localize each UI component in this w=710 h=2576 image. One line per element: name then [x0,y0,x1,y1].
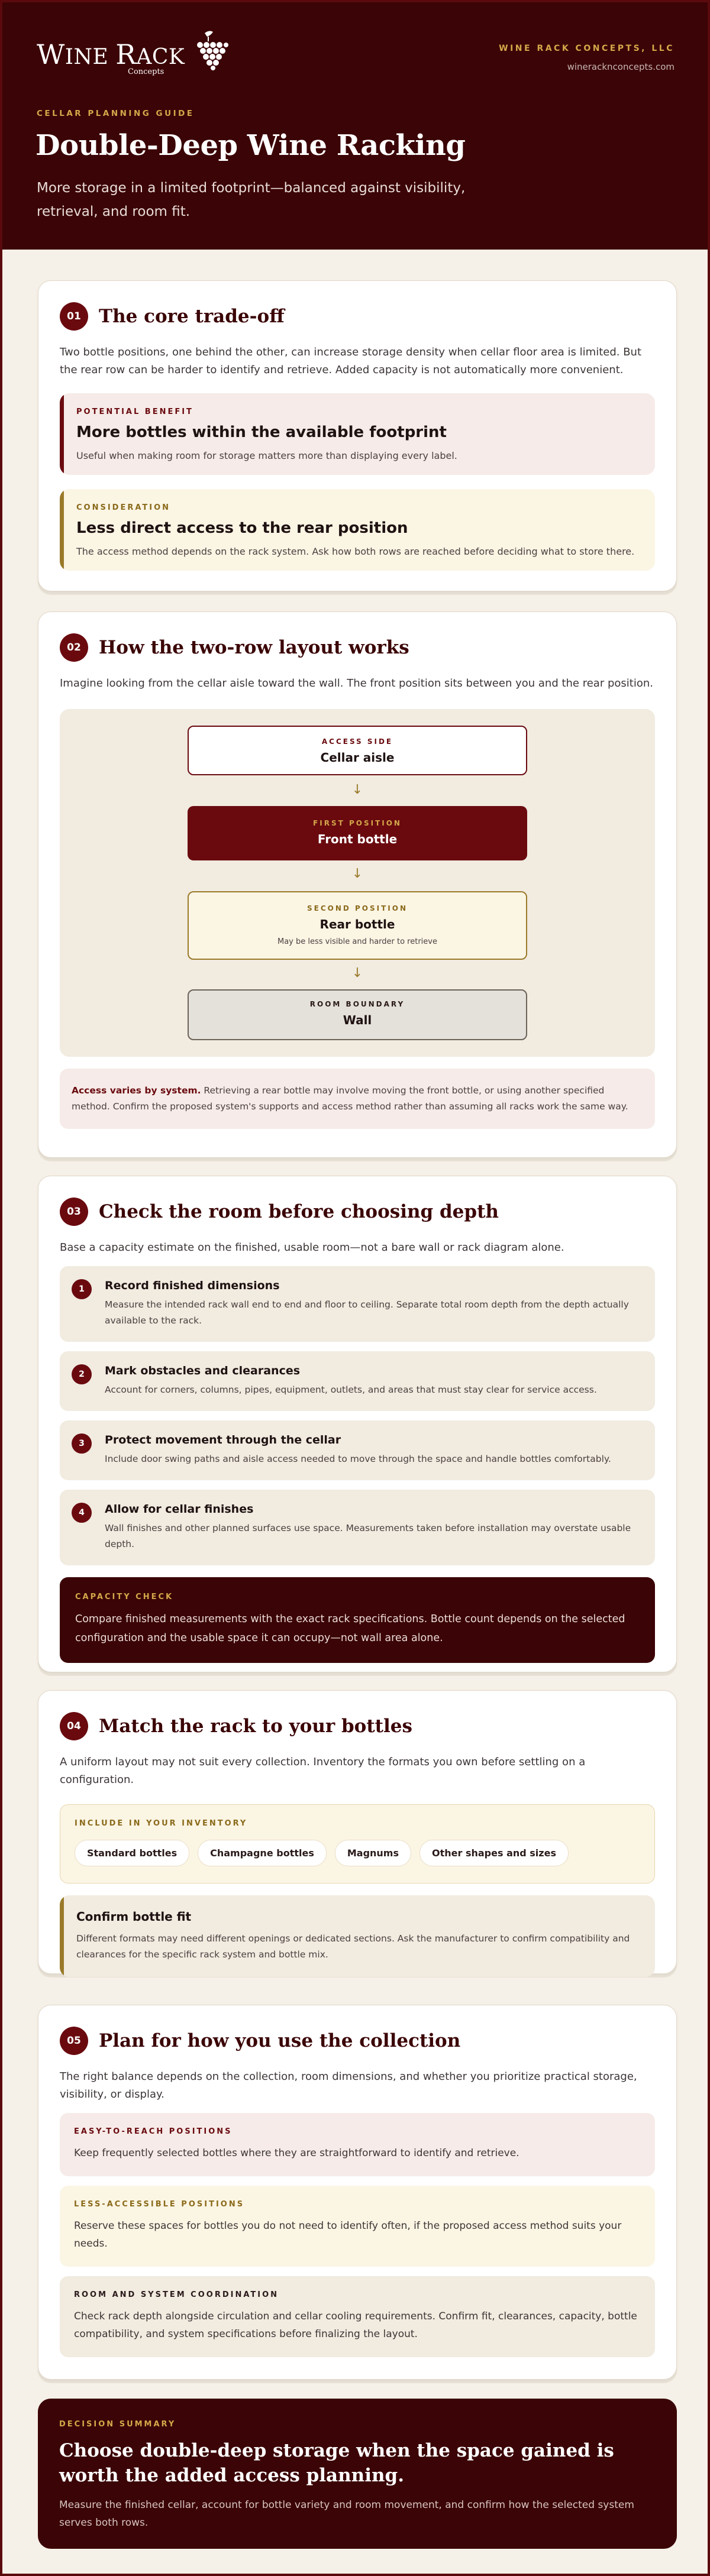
section-match-rack [38,1690,677,1974]
step-item [60,1266,655,1342]
bottle-format-chips [75,1840,640,1866]
chip-magnums: Magnums [335,1840,411,1866]
diagram-box-note: May be less visible and harder to retrieve [277,937,437,946]
callout-eyebrow: POTENTIAL BENEFIT [76,407,193,416]
section-heading [60,1198,655,1226]
access-note [60,1069,655,1129]
callout-body: Compare finished measurements with the exact rack specifications. Bottle count depends on the selected configuration and the usable space it can occupy—not wall area alone. [75,1613,625,1644]
row-eyebrow: EASY-TO-REACH POSITIONS [74,2127,233,2136]
access-note-lead: Access varies by system. [72,1085,201,1096]
step-title: Record finished dimensions [105,1279,280,1292]
usage-row-easy [60,2113,655,2176]
step-number-badge: 1 [72,1279,92,1299]
section-number-badge: 02 [60,633,88,662]
step-title: Allow for cellar finishes [105,1503,254,1516]
chip-other-shapes: Other shapes and sizes [419,1840,569,1866]
step-item [60,1420,655,1480]
callout-body: The access method depends on the rack system. Ask how both rows are reached before deciding what to store there. [76,546,635,557]
section-number-badge: 01 [60,302,88,331]
page-header [2,2,708,250]
down-arrow-icon: ↓ [351,782,363,797]
step-number-badge: 2 [72,1364,92,1384]
chip-standard-bottles: Standard bottles [75,1840,189,1866]
section-number-badge: 04 [60,1712,88,1740]
confirm-fit-callout [60,1895,655,1977]
diagram-box-value: Wall [343,1013,372,1027]
callout-eyebrow: CAPACITY CHECK [75,1593,174,1601]
brand-name: WINE RACK CONCEPTS, LLC [499,44,674,53]
step-body: Wall finishes and other planned surfaces use space. Measurements taken before installation may overstate usable depth. [105,1523,631,1549]
usage-row-coordination [60,2276,655,2357]
inventory-eyebrow: INCLUDE IN YOUR INVENTORY [75,1819,248,1828]
section-check-room [38,1176,677,1672]
section-plan-usage [38,2005,677,2380]
callout-body: Useful when making room for storage matters more than displaying every label. [76,450,457,461]
diagram-box-rear-bottle [188,891,527,960]
chip-champagne-bottles: Champagne bottles [198,1840,327,1866]
diagram-box-label: ACCESS SIDE [321,737,393,746]
diagram-box-wall [188,989,527,1040]
page-title: Double-Deep Wine Racking [36,129,466,162]
callout-title: Confirm bottle fit [76,1910,192,1924]
section-two-row-layout [38,611,677,1158]
page-lede: More storage in a limited footprint—balanced against visibility, retrieval, and room fit. [37,180,466,219]
row-eyebrow: LESS-ACCESSIBLE POSITIONS [74,2200,245,2209]
diagram-box-label: ROOM BOUNDARY [309,1000,405,1008]
callout-eyebrow: CONSIDERATION [76,503,171,512]
callout-body: Different formats may need different openings or dedicated sections. Ask the manufacturer to confirm compatibility and clearances for the specific rack system and bottle mix. [76,1933,630,1960]
step-body: Account for corners, columns, pipes, equipment, outlets, and areas that must stay clear for service access. [105,1384,597,1395]
section-heading [60,1712,655,1740]
diagram-box-value: Cellar aisle [320,750,395,765]
consideration-callout [60,489,655,571]
summary-eyebrow: DECISION SUMMARY [59,2420,176,2429]
logo-subtitle: Concepts [128,67,164,76]
section-heading [60,2027,655,2055]
section-title: How the two-row layout works [99,637,409,658]
row-eyebrow: ROOM AND SYSTEM COORDINATION [74,2290,279,2299]
inventory-panel [60,1804,655,1884]
diagram-box-label: FIRST POSITION [313,819,402,827]
section-title: Check the room before choosing depth [99,1201,499,1222]
brand-block [499,44,674,72]
step-number-badge: 3 [72,1433,92,1454]
diagram-box-front-bottle [188,806,527,860]
section-intro: Base a capacity estimate on the finished, usable room—not a bare wall or rack diagram alone. [60,1241,564,1254]
section-core-trade-off [38,280,677,591]
section-title: The core trade-off [99,306,285,327]
callout-title: Less direct access to the rear position [76,519,408,537]
section-title: Plan for how you use the collection [99,2030,461,2051]
callout-title: More bottles within the available footprint [76,423,447,441]
grape-cluster-icon [187,30,230,71]
section-number-badge: 03 [60,1198,88,1226]
row-body: Keep frequently selected bottles where they are straightforward to identify and retrieve. [74,2147,519,2159]
diagram-box-value: Front bottle [317,832,398,846]
section-intro: A uniform layout may not suit every collection. Inventory the formats you own before settling on a configuration. [60,1756,586,1786]
row-body: Check rack depth alongside circulation and cellar cooling requirements. Confirm fit, clearances, capacity, bottle compatibility, and system specifications before finalizing the layout. [74,2310,637,2340]
benefit-callout [60,393,655,475]
brand-url-link[interactable]: wineracknconcepts.com [567,62,674,72]
step-item [60,1490,655,1565]
down-arrow-icon: ↓ [351,866,363,881]
section-title: Match the rack to your bottles [99,1716,412,1737]
logo[interactable] [37,31,230,78]
diagram-box-access-side [188,726,527,775]
step-body: Measure the intended rack wall end to end and floor to ceiling. Separate total room depth from the depth actually available to the rack. [105,1299,629,1326]
usage-row-less-accessible [60,2186,655,2267]
step-number-badge: 4 [72,1503,92,1523]
section-intro: The right balance depends on the collection, room dimensions, and whether you prioritize practical storage, visibility, or display. [60,2070,637,2101]
header-eyebrow: CELLAR PLANNING GUIDE [37,109,195,118]
capacity-check-callout [60,1577,655,1663]
section-heading [60,302,655,331]
row-body: Reserve these spaces for bottles you do not need to identify often, if the proposed access method suits your needs. [74,2220,622,2250]
step-item [60,1351,655,1411]
summary-title: Choose double-deep storage when the space gained is worth the added access planning. [59,2440,614,2486]
logo-wordmark: WINE RACK [37,38,185,70]
down-arrow-icon: ↓ [351,966,363,980]
section-number-badge: 05 [60,2027,88,2055]
access-note-text: Retrieving a rear bottle may involve moving the front bottle, or using another specified method. Confirm the proposed system's supports and access method rather than assuming all racks work the same way. [72,1085,628,1112]
step-title: Mark obstacles and clearances [105,1364,301,1377]
decision-summary [38,2399,677,2549]
step-body: Include door swing paths and aisle access needed to move through the space and handle bottles comfortably. [105,1454,611,1464]
section-heading [60,633,655,662]
section-intro: Imagine looking from the cellar aisle toward the wall. The front position sits between you and the rear position. [60,677,653,690]
step-title: Protect movement through the cellar [105,1433,341,1446]
diagram-box-label: SECOND POSITION [306,904,408,912]
summary-body: Measure the finished cellar, account for bottle variety and room movement, and confirm how the selected system serves both rows. [59,2499,634,2529]
diagram-box-value: Rear bottle [320,917,395,931]
layout-diagram [60,709,655,1057]
section-intro: Two bottle positions, one behind the other, can increase storage density when cellar floor area is limited. But the rear row can be harder to identify and retrieve. Added capacity is not automatically more convenient. [60,346,642,376]
